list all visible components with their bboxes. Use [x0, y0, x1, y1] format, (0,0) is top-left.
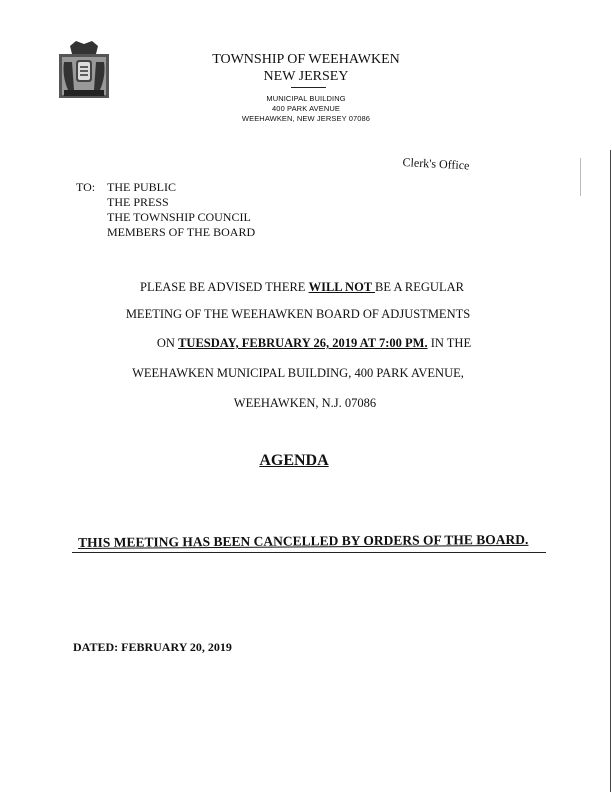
- notice-line-4: WEEHAWKEN MUNICIPAL BUILDING, 400 PARK AVENUE,: [132, 366, 464, 380]
- notice-line-3: ON TUESDAY, FEBRUARY 26, 2019 AT 7:00 PM. IN THE: [156, 336, 472, 350]
- header-building: MUNICIPAL BUILDING: [266, 94, 346, 103]
- recipient: THE TOWNSHIP COUNCIL: [107, 210, 251, 224]
- cancellation-rule: [72, 552, 546, 553]
- scan-mark: [580, 158, 581, 196]
- to-label: TO:: [76, 180, 96, 194]
- page-edge: [610, 150, 611, 792]
- header-state: NEW JERSEY: [263, 69, 349, 84]
- meeting-date-emphasis: TUESDAY, FEBRUARY 26, 2019 AT 7:00 PM.: [178, 336, 428, 350]
- header-divider: [291, 87, 326, 88]
- header-street: 400 PARK AVENUE: [272, 104, 340, 113]
- notice-line-5: WEEHAWKEN, N.J. 07086: [233, 396, 377, 410]
- recipient: THE PUBLIC: [107, 180, 176, 194]
- agenda-heading: AGENDA: [259, 452, 329, 469]
- header-township: TOWNSHIP OF WEEHAWKEN: [212, 52, 400, 67]
- cancellation-notice: THIS MEETING HAS BEEN CANCELLED BY ORDERS OF THE BOARD.: [78, 531, 529, 550]
- dated-line: DATED: FEBRUARY 20, 2019: [73, 640, 232, 654]
- recipient: THE PRESS: [107, 195, 169, 209]
- will-not-emphasis: WILL NOT: [308, 280, 376, 294]
- recipient: MEMBERS OF THE BOARD: [107, 225, 256, 239]
- notice-line-1: PLEASE BE ADVISED THERE WILL NOT BE A REGULAR: [140, 280, 464, 294]
- header-city: WEEHAWKEN, NEW JERSEY 07086: [241, 114, 371, 123]
- notice-line-2: MEETING OF THE WEEHAWKEN BOARD OF ADJUSTMENTS: [125, 307, 471, 321]
- office-label: Clerk's Office: [402, 155, 470, 173]
